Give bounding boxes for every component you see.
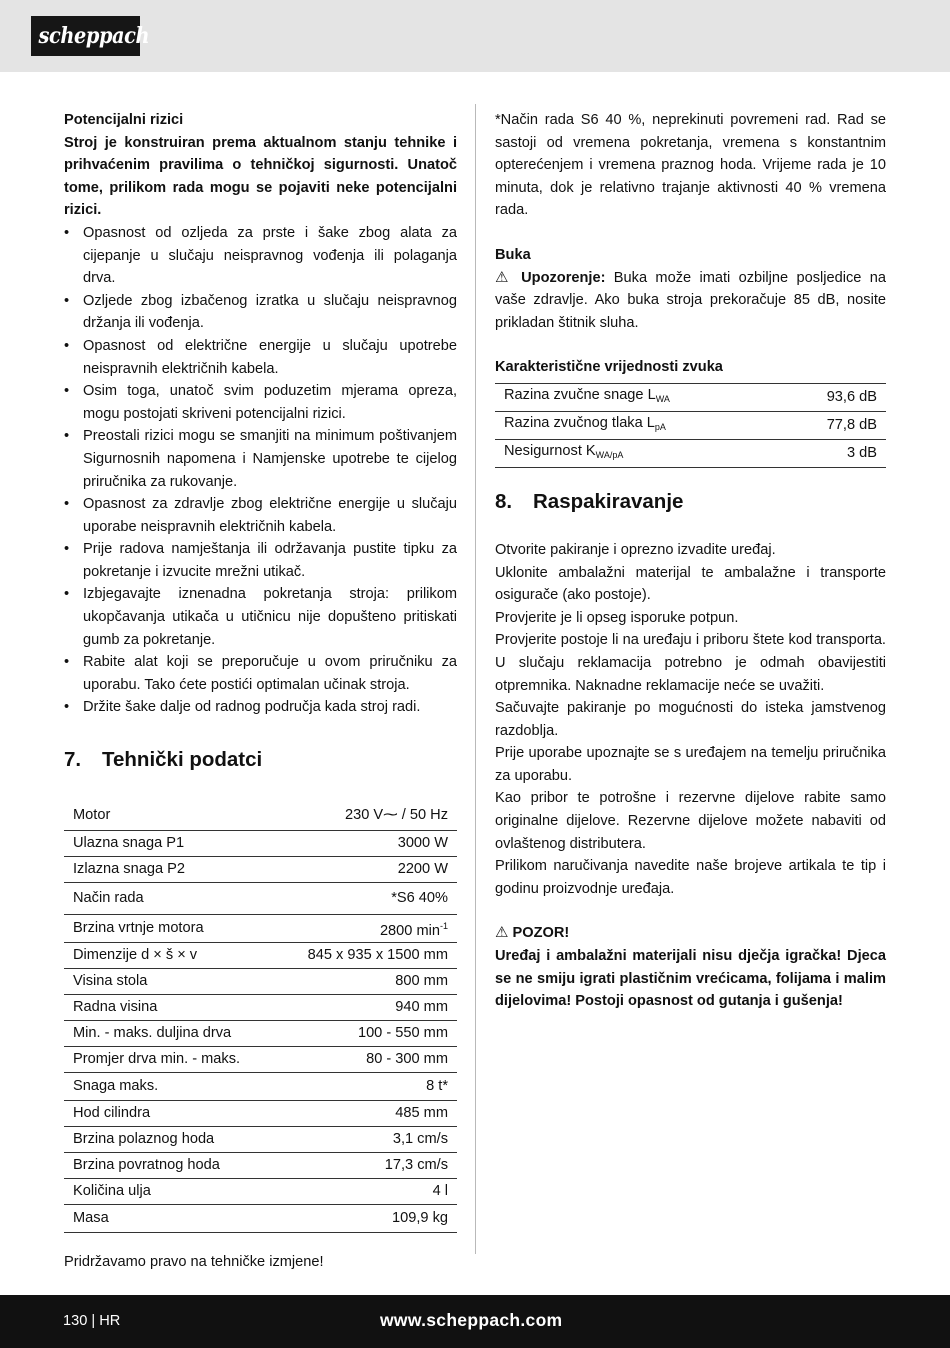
sound-values-table xyxy=(495,383,886,468)
caution-text: Uređaj i ambalažni materijali nisu dječja igračka! Djeca se ne smiju igrati plastičnim vrećicama, folijama i malim dijelovima! Postoji opasnost od gutanja i gušenja! xyxy=(495,948,886,1010)
unpack-paragraph: Prilikom naručivanja navedite naše brojeve artikala te tip i godinu proizvodnje uređaja. xyxy=(495,858,886,897)
sound-value: 93,6 dB xyxy=(780,383,886,411)
spec-label: Masa xyxy=(64,1204,276,1232)
page-number: 130 | HR xyxy=(63,1313,121,1329)
warning-icon: ⚠ xyxy=(495,268,513,286)
spec-value: 940 mm xyxy=(276,994,457,1020)
table-row xyxy=(64,1178,457,1204)
website-url: www.scheppach.com xyxy=(380,1310,563,1330)
table-row xyxy=(64,1072,457,1100)
table-row xyxy=(64,1046,457,1072)
list-item: • Preostali rizici mogu se smanjiti na minimum poštivanjem Sigurnosnih napomena i Namjenske upotrebe te cijelog priručnika za rukovanje. xyxy=(64,425,457,493)
spec-label: Brzina vrtnje motora xyxy=(64,914,276,942)
spec-label: Motor xyxy=(64,800,276,830)
sound-label: Nesigurnost $K_{WA/pA}$ xyxy=(495,439,780,467)
scheppach-logo: scheppach xyxy=(31,16,140,56)
sound-value: 3 dB xyxy=(780,439,886,467)
spec-label: Ulazna snaga P1 xyxy=(64,830,276,856)
spec-label: Brzina povratnog hoda xyxy=(64,1152,276,1178)
risks-intro: Stroj je konstruiran prema aktualnom stanju tehnike i prihvaćenim pravilima o tehničkoj sigurnosti. Unatoč tome, prilikom rada mogu se pojaviti neke potencijalni rizici. xyxy=(64,134,457,219)
spec-value: 4 l xyxy=(276,1178,457,1204)
table-row xyxy=(64,1204,457,1232)
list-item: • Opasnost za zdravlje zbog električne energije u slučaju uporabe neispravnih električnih kabela. xyxy=(64,493,457,538)
caution-title: ⚠ POZOR! xyxy=(495,924,570,942)
sound-value: 77,8 dB xyxy=(780,411,886,439)
section-7-heading: 7. Tehnički podatci xyxy=(64,748,263,772)
list-item: • Rabite alat koji se preporučuje u ovom priručniku za uporabu. Tako ćete postići optimalan učinak stroja. xyxy=(64,651,457,696)
spec-value: 8 t* xyxy=(276,1072,457,1100)
spec-value: 100 - 550 mm xyxy=(276,1020,457,1046)
list-item: • Držite šake dalje od radnog područja kada stroj radi. xyxy=(64,696,457,719)
spec-label: Snaga maks. xyxy=(64,1072,276,1100)
sound-label: Razina zvučne snage $L_{WA}$ xyxy=(495,383,780,411)
spec-value: 800 mm xyxy=(276,968,457,994)
unpack-paragraph: Uklonite ambalažni materijal te ambalažne i transporte osigurače (ako postoje). xyxy=(495,564,886,604)
spec-value: 230 V⁓ / 50 Hz xyxy=(276,800,457,830)
table-row xyxy=(64,1126,457,1152)
list-item: • Osim toga, unatoč svim poduzetim mjerama opreza, mogu postojati skriveni potencijalni rizici. xyxy=(64,380,457,425)
table-row xyxy=(495,383,886,411)
operating-mode-note: *Način rada S6 40 %, neprekinuti povremeni rad. Rad se sastoji od vremena pokretanja, vremena s konstantnim opterećenjem i vremena praznog hoda. Vrijeme rada je 10 minuta, dok je relativno trajanje aktivnosti 40 % vremena rada. xyxy=(495,112,886,219)
spec-label: Promjer drva min. - maks. xyxy=(64,1046,276,1072)
tech-data-table xyxy=(64,800,457,1233)
table-row xyxy=(64,914,457,942)
left-column xyxy=(64,109,457,1273)
sound-values-title: Karakteristične vrijednosti zvuka xyxy=(495,359,723,376)
spec-value: 3000 W xyxy=(276,830,457,856)
unpack-paragraph: Provjerite je li opseg isporuke potpun. xyxy=(495,609,739,626)
unpack-paragraph: Kao pribor te potrošne i rezervne dijelove rabite samo originalne dijelove. Rezervne dijelove možete nabaviti od ovlaštenog distributera. xyxy=(495,790,886,852)
spec-value: 17,3 cm/s xyxy=(276,1152,457,1178)
noise-title: Buka xyxy=(495,246,531,263)
unpack-paragraph: Prije uporabe upoznajte se s uređajem na temelju priručnika za uporabu. xyxy=(495,745,886,784)
spec-label: Radna visina xyxy=(64,994,276,1020)
table-row xyxy=(64,1100,457,1126)
table-row xyxy=(64,1020,457,1046)
list-item: • Ozljede zbog izbačenog izratka u slučaju neispravnog držanja ili vođenja. xyxy=(64,290,457,335)
spec-value: 80 - 300 mm xyxy=(276,1046,457,1072)
list-item: • Opasnost od ozljeda za prste i šake zbog alata za cijepanje u slučaju neispravnog vođenja ili polaganja drva. xyxy=(64,222,457,290)
spec-label: Visina stola xyxy=(64,968,276,994)
spec-label: Dimenzije d × š × v xyxy=(64,942,276,968)
page-header xyxy=(0,0,950,72)
spec-label: Način rada xyxy=(64,882,276,914)
table-row xyxy=(64,968,457,994)
unpack-paragraph: Sačuvajte pakiranje po mogućnosti do isteka jamstvenog razdoblja. xyxy=(495,700,886,739)
table-row xyxy=(64,994,457,1020)
spec-value: *S6 40% xyxy=(276,882,457,914)
spec-value: 845 x 935 x 1500 mm xyxy=(276,942,457,968)
spec-value: 485 mm xyxy=(276,1100,457,1126)
sound-label: Razina zvučnog tlaka $L_{pA}$ xyxy=(495,411,780,439)
table-row xyxy=(64,830,457,856)
table-row xyxy=(64,1152,457,1178)
warning-icon: ⚠ xyxy=(495,924,509,942)
table-row xyxy=(64,942,457,968)
list-item: • Prije radova namještanja ili održavanja pustite tipku za pokretanje i izvucite mrežni utikač. xyxy=(64,538,457,583)
table-row xyxy=(64,800,457,830)
table-row xyxy=(495,411,886,439)
spec-label: Količina ulja xyxy=(64,1178,276,1204)
risks-list xyxy=(64,222,457,719)
unpack-paragraph: Provjerite postoje li na uređaju i priboru štete kod transporta. U slučaju reklamacija potrebno je odmah obavijestiti otpremnika. Naknadne reklamacije neće se uvažiti. xyxy=(495,632,886,694)
spec-value: 2200 W xyxy=(276,856,457,882)
section-8-heading: 8. Raspakiravanje xyxy=(495,489,684,513)
technical-changes-note: Pridržavamo pravo na tehničke izmjene! xyxy=(64,1253,324,1270)
unpack-paragraph: Otvorite pakiranje i oprezno izvadite uređaj. xyxy=(495,541,776,558)
spec-label: Brzina polaznog hoda xyxy=(64,1126,276,1152)
table-row xyxy=(64,882,457,914)
spec-label: Min. - maks. duljina drva xyxy=(64,1020,276,1046)
table-row xyxy=(64,856,457,882)
spec-label: Hod cilindra xyxy=(64,1100,276,1126)
column-divider xyxy=(475,104,476,1254)
spec-value: 2800 $\min^{-1}$ xyxy=(276,914,457,942)
list-item: • Izbjegavajte iznenadna pokretanja stroja: prilikom ukopčavanja utikača u utičnicu nije dopušteno pritiskati gumb za pokretanje. xyxy=(64,583,457,651)
spec-label: Izlazna snaga P2 xyxy=(64,856,276,882)
unpacking-text xyxy=(495,539,886,901)
spec-value: 109,9 kg xyxy=(276,1204,457,1232)
page-footer xyxy=(0,1295,950,1348)
noise-warning: ⚠ Upozorenje: Buka može imati ozbiljne posljedice na vaše zdravlje. Ako buka stroja prekoračuje 85 dB, nosite prikladan štitnik sluha. xyxy=(495,268,886,331)
list-item: • Opasnost od električne energije u slučaju upotrebe neispravnih električnih kabela. xyxy=(64,335,457,380)
spec-value: 3,1 cm/s xyxy=(276,1126,457,1152)
risks-title: Potencijalni rizici xyxy=(64,112,184,128)
right-column xyxy=(495,109,886,1013)
table-row xyxy=(495,439,886,467)
